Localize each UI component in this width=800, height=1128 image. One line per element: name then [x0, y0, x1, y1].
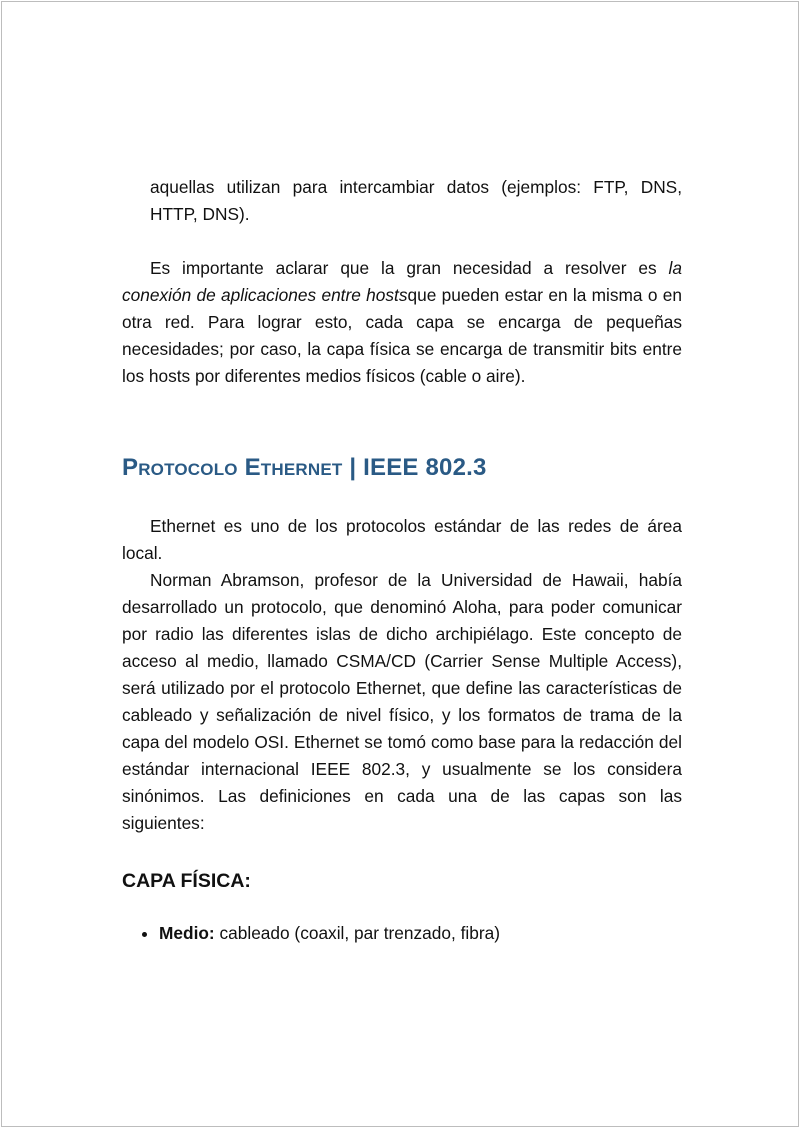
- paragraph: Ethernet es uno de los protocolos estándar de las redes de área local.: [122, 516, 682, 563]
- list-item-term: Medio:: [159, 923, 215, 943]
- bullet-list: [122, 920, 500, 947]
- document-page: [1, 1, 799, 1127]
- emphasis: la conexión de aplicaciones entre hosts: [122, 258, 682, 305]
- intro-continuation: [122, 174, 682, 228]
- intro-paragraph: [122, 255, 682, 390]
- text: que pueden estar en la misma o en otra red. Para lograr esto, cada capa se encarga de pequeñas necesidades; por caso, la capa física se encarga de transmitir bits entre los hosts por diferentes medios físicos (cable o aire).: [122, 285, 682, 386]
- subsection-heading: CAPA FÍSICA:: [122, 870, 251, 892]
- text: Es importante aclarar que la gran necesidad a resolver es: [150, 258, 669, 278]
- paragraph: [122, 255, 682, 390]
- list-item-text: cableado (coaxil, par trenzado, fibra): [214, 923, 500, 943]
- section-heading: Protocolo Ethernet | IEEE 802.3: [122, 454, 487, 481]
- section-body: [122, 513, 682, 837]
- paragraph: Norman Abramson, profesor de la Universidad de Hawaii, había desarrollado un protocolo, que denominó Aloha, para poder comunicar por radio las diferentes islas de dicho archipiélago. Este concepto de acceso al medio, llamado CSMA/CD (Carrier Sense Multiple Access), será utilizado por el protocolo Ethernet, que define las características de cableado y señalización de nivel físico, y los formatos de trama de la capa del modelo OSI. Ethernet se tomó como base para la redacción del estándar internacional IEEE 802.3, y usualmente se los considera sinónimos. Las definiciones en cada una de las capas son las siguientes:: [122, 570, 682, 833]
- list-item: [159, 920, 500, 947]
- paragraph: aquellas utilizan para intercambiar datos (ejemplos: FTP, DNS, HTTP, DNS).: [150, 177, 682, 224]
